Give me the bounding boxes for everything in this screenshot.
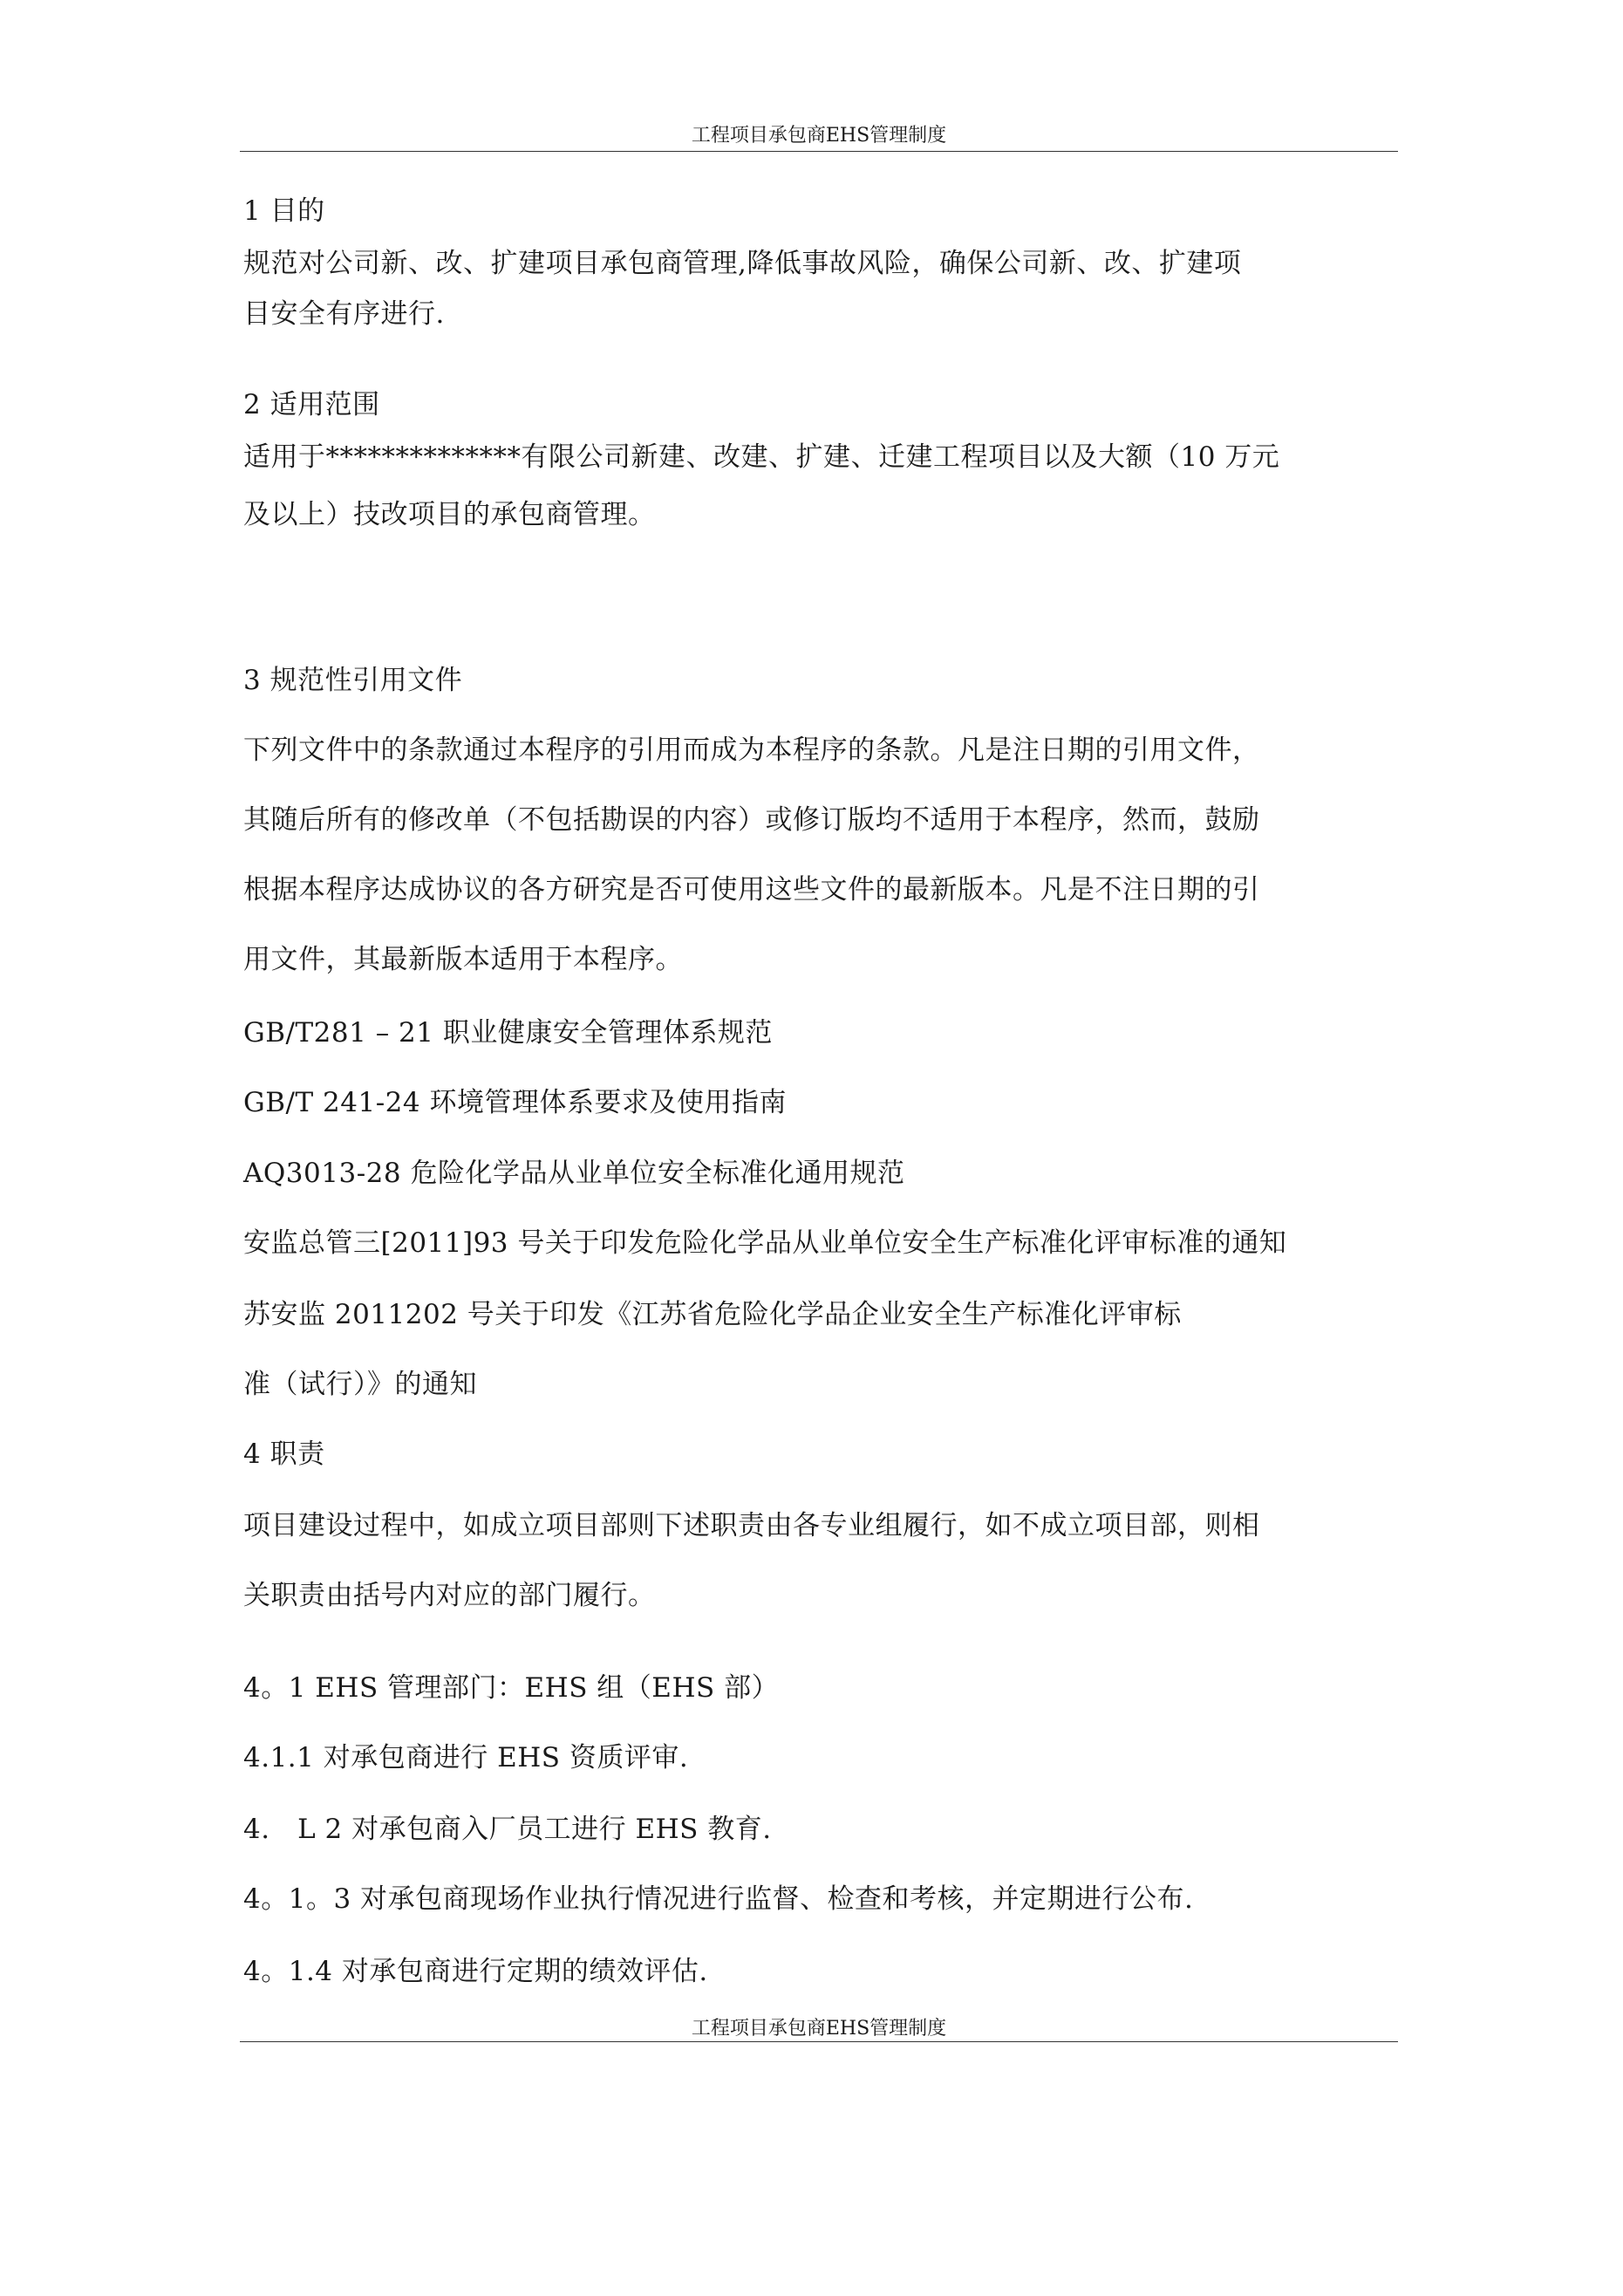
reference-item: 安监总管三[2011]93 号关于印发危险化学品从业单位安全生产标准化评审标准的通知 — [243, 1227, 1287, 1259]
subsection-item: 4. L 2 对承包商入厂员工进行 EHS 教育. — [243, 1814, 772, 1845]
subsection-item: 4。1。3 对承包商现场作业执行情况进行监督、检查和考核，并定期进行公布. — [243, 1883, 1194, 1915]
reference-item: GB/T281 – 21 职业健康安全管理体系规范 — [243, 1017, 773, 1049]
subsection-item: 4.1.1 对承包商进行 EHS 资质评审. — [243, 1742, 689, 1773]
page-header: 工程项目承包商EHS管理制度 — [691, 125, 947, 147]
body-line: 及以上）技改项目的承包商管理。 — [243, 499, 656, 530]
reference-item: 准（试行）》的通知 — [243, 1369, 477, 1400]
body-line: 目安全有序进行. — [243, 298, 445, 330]
reference-item: 苏安监 2011202 号关于印发《江苏省危险化学品企业安全生产标准化评审标 — [243, 1299, 1182, 1330]
body-line: 规范对公司新、改、扩建项目承包商管理,降低事故风险，确保公司新、改、扩建项 — [243, 248, 1242, 279]
section-heading: 2 适用范围 — [243, 389, 380, 420]
footer-rule — [240, 2041, 1398, 2042]
section-heading: 3 规范性引用文件 — [243, 665, 463, 696]
body-line: 关职责由括号内对应的部门履行。 — [243, 1580, 656, 1611]
body-line: 其随后所有的修改单（不包括勘误的内容）或修订版均不适用于本程序，然而，鼓励 — [243, 804, 1260, 836]
header-rule — [240, 151, 1398, 152]
page-footer: 工程项目承包商EHS管理制度 — [691, 2018, 947, 2040]
section-heading: 1 目的 — [243, 195, 325, 227]
section-heading: 4 职责 — [243, 1438, 325, 1470]
body-line: 根据本程序达成协议的各方研究是否可使用这些文件的最新版本。凡是不注日期的引 — [243, 874, 1260, 905]
body-line: 适用于**************有限公司新建、改建、扩建、迁建工程项目以及大额（10 万元 — [243, 441, 1280, 473]
reference-item: GB/T 241-24 环境管理体系要求及使用指南 — [243, 1087, 787, 1118]
reference-item: AQ3013-28 危险化学品从业单位安全标准化通用规范 — [243, 1158, 905, 1189]
subsection-item: 4。1.4 对承包商进行定期的绩效评估. — [243, 1956, 708, 1987]
body-line: 项目建设过程中，如成立项目部则下述职责由各专业组履行，如不成立项目部，则相 — [243, 1510, 1260, 1541]
body-line: 下列文件中的条款通过本程序的引用而成为本程序的条款。凡是注日期的引用文件， — [243, 735, 1260, 766]
body-line: 用文件，其最新版本适用于本程序。 — [243, 944, 683, 975]
subsection-heading: 4。1 EHS 管理部门：EHS 组（EHS 部） — [243, 1672, 780, 1704]
